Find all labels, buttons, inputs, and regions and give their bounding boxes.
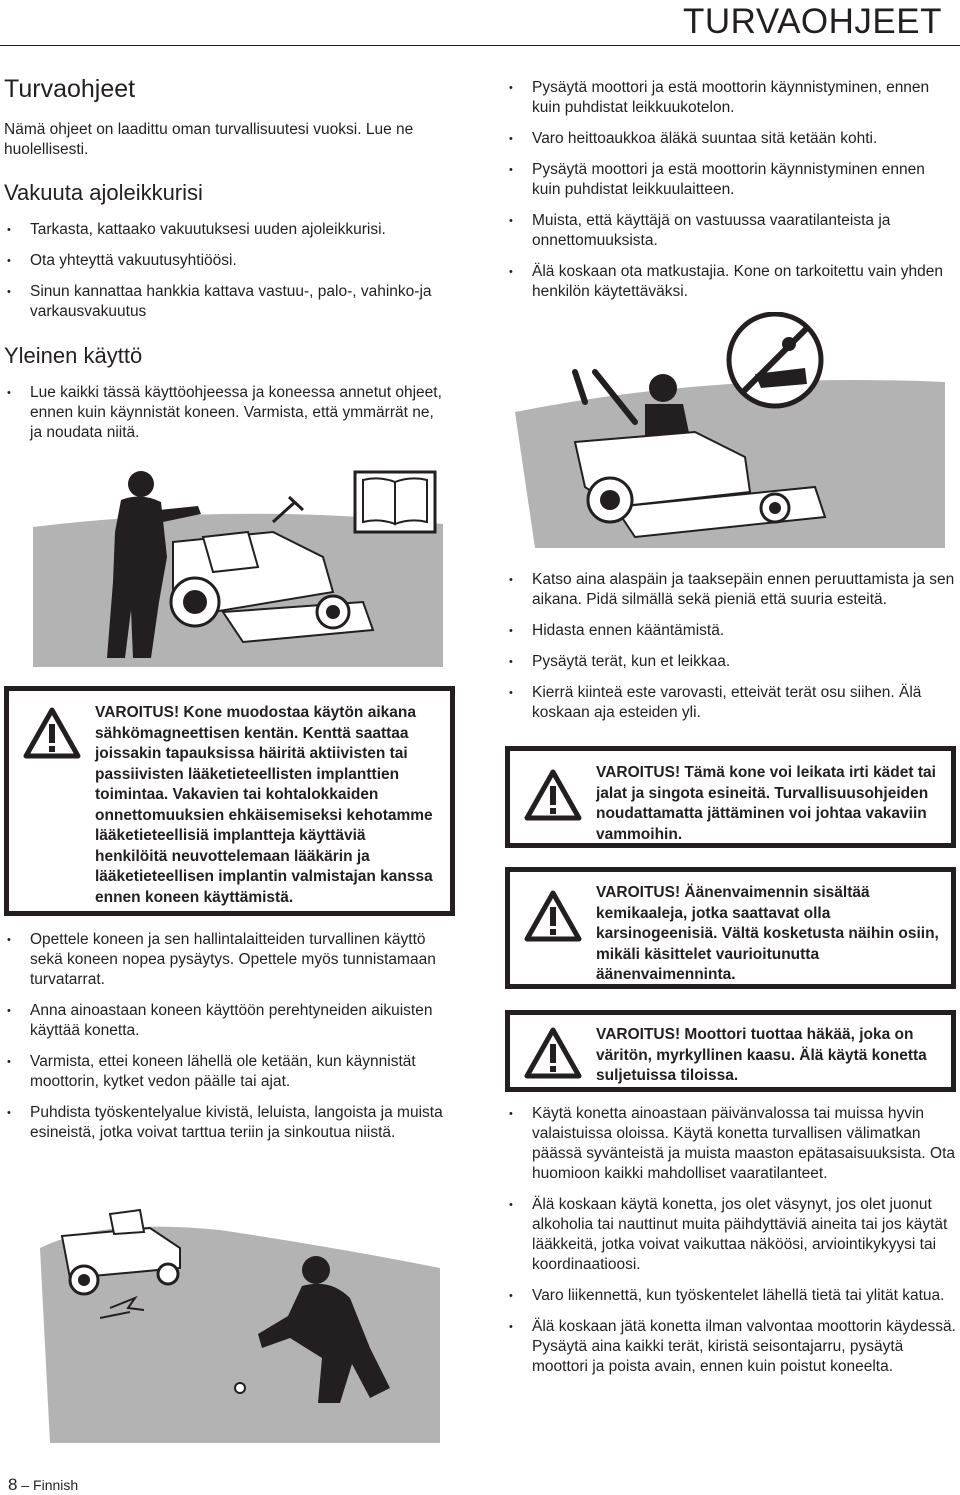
driving-list: [506, 570, 956, 734]
footer-language: Finnish: [33, 1477, 79, 1493]
section-heading-safety: Turvaohjeet: [4, 75, 136, 103]
list-item: • Älä koskaan jätä konetta ilman valvontaa moottorin käydessä. Pysäytä aina kaikki terät, kiristä seisontajarru, pysäytä moottori ja poista avain, ennen kuin poistut koneelta.: [506, 1317, 956, 1377]
warning-triangle-icon: [23, 707, 81, 759]
list-item: • Varo heittoaukkoa äläkä suuntaa sitä ketään kohti.: [506, 129, 956, 149]
mower-manual-illustration: [33, 462, 453, 672]
list-item: • Älä koskaan käytä konetta, jos olet väsynyt, jos olet juonut alkoholia tai nauttinut muita päihdyttäviä aineita tai jos käytät lääkkeitä, jotka voivat vaikuttaa näköösi, arviointikykyysi tai koordinaatioosi.: [506, 1195, 956, 1275]
list-item: • Varmista, ettei koneen lähellä ole ketään, kun käynnistät moottorin, kytket vedon päälle tai ajat.: [4, 1052, 454, 1092]
warning-text: VAROITUS! Äänenvaimennin sisältää kemikaaleja, jotka saattavat olla karsinogeenisiä. Vältä kosketusta näihin osiin, mikäli käsittelet vaurioitunutta äänenvaimenninta.: [596, 884, 939, 983]
warning-text: VAROITUS! Moottori tuottaa häkää, joka on väritön, myrkyllinen kaasu. Älä käytä konetta suljetuissa tiloissa.: [596, 1026, 927, 1084]
list-item: • Anna ainoastaan koneen käyttöön perehtyneiden aikuisten käyttää konetta.: [4, 1001, 454, 1041]
list-item: • Kierrä kiinteä este varovasti, etteivät terät osu siihen. Älä koskaan aja esteiden yli.: [506, 683, 956, 723]
warning-box-cut-injury: [505, 746, 956, 848]
clear-area-illustration: [40, 1188, 450, 1450]
page-footer: [8, 1475, 78, 1495]
cleaning-list: [506, 78, 956, 313]
list-item: • Lue kaikki tässä käyttöohjeessa ja koneessa annetut ohjeet, ennen kuin käynnistät koneen. Varmista, että ymmärrät ne, ja noudata niitä.: [4, 383, 444, 443]
list-item: • Käytä konetta ainoastaan päivänvalossa tai muissa hyvin valaistuissa oloissa. Käytä konetta turvallisen välimatkan päässä syvänteistä ja muista maaston epätasaisuuksista. Ota huomioon kaikki mahdolliset vaaratilanteet.: [506, 1104, 956, 1184]
list-item: • Ota yhteyttä vakuutusyhtiöösi.: [4, 251, 454, 271]
warning-text: VAROITUS! Tämä kone voi leikata irti kädet tai jalat ja singota esineitä. Turvallisuusohjeiden noudattamatta jättäminen voi johtaa vakaviin vammoihin.: [596, 764, 936, 843]
insurance-list: [4, 220, 454, 333]
warning-box-carbon-monoxide: [505, 1010, 956, 1092]
list-item: • Tarkasta, kattaako vakuutuksesi uuden ajoleikkurisi.: [4, 220, 454, 240]
page-number: 8: [8, 1475, 18, 1494]
manual-book-icon: [355, 472, 435, 532]
list-item: • Pysäytä terät, kun et leikkaa.: [506, 652, 956, 672]
list-item: • Älä koskaan ota matkustajia. Kone on tarkoitettu vain yhden henkilön käytettäväksi.: [506, 262, 956, 302]
no-passengers-sign-icon: [729, 314, 821, 406]
warning-triangle-icon: [524, 890, 582, 942]
warning-triangle-icon: [524, 1027, 582, 1079]
section-heading-insurance: Vakuuta ajoleikkurisi: [4, 180, 203, 205]
intro-text: Nämä ohjeet on laadittu oman turvallisuutesi vuoksi. Lue ne huolellisesti.: [4, 121, 414, 158]
warning-box-electromagnetic: [4, 686, 455, 916]
list-item: • Varo liikennettä, kun työskentelet lähellä tietä tai ylität katua.: [506, 1286, 956, 1306]
general-use-list: [4, 383, 444, 454]
page-header-title: TURVAOHJEET: [683, 2, 942, 41]
warning-triangle-icon: [524, 769, 582, 821]
list-item: • Pysäytä moottori ja estä moottorin käynnistyminen ennen kuin puhdistat leikkuulaitteen.: [506, 160, 956, 200]
operating-conditions-list: [506, 1104, 956, 1388]
warning-box-muffler: [505, 867, 956, 989]
no-passengers-illustration: [515, 312, 955, 550]
warning-text: VAROITUS! Kone muodostaa käytön aikana sähkömagneettisen kentän. Kenttä saattaa joissakin tapauksissa häiritä aktiivisten tai passiivisten lääketieteellisten implanttien toimintaa. Vakavien tai kohtalokkaiden onnettomuuksien ehkäisemiseksi kehotamme lääketieteellisiä implantteja käyttäviä henkilöitä neuvottelemaan lääkärin ja lääketieteellisen implantin valmistajan kanssa ennen koneen käyttämistä.: [95, 704, 433, 906]
list-item: • Puhdista työskentelyalue kivistä, leluista, langoista ja muista esineistä, jotka voivat tarttua teriin ja sinkoutua niistä.: [4, 1103, 454, 1143]
usage-list: [4, 930, 454, 1154]
list-item: • Hidasta ennen kääntämistä.: [506, 621, 956, 641]
header-rule: [0, 45, 960, 46]
list-item: • Sinun kannattaa hankkia kattava vastuu-, palo-, vahinko-ja varkausvakuutus: [4, 282, 454, 322]
footer-dash: –: [21, 1477, 30, 1493]
list-item: • Muista, että käyttäjä on vastuussa vaaratilanteista ja onnettomuuksista.: [506, 211, 956, 251]
list-item: • Katso aina alaspäin ja taaksepäin ennen peruuttamista ja sen aikana. Pidä silmällä sekä pieniä että suuria esteitä.: [506, 570, 956, 610]
section-heading-general-use: Yleinen käyttö: [4, 343, 143, 368]
list-item: • Opettele koneen ja sen hallintalaitteiden turvallinen käyttö sekä koneen nopea pysäytys. Opettele myös tunnistamaan turvatarrat.: [4, 930, 454, 990]
list-item: • Pysäytä moottori ja estä moottorin käynnistyminen, ennen kuin puhdistat leikkuukotelon.: [506, 78, 956, 118]
